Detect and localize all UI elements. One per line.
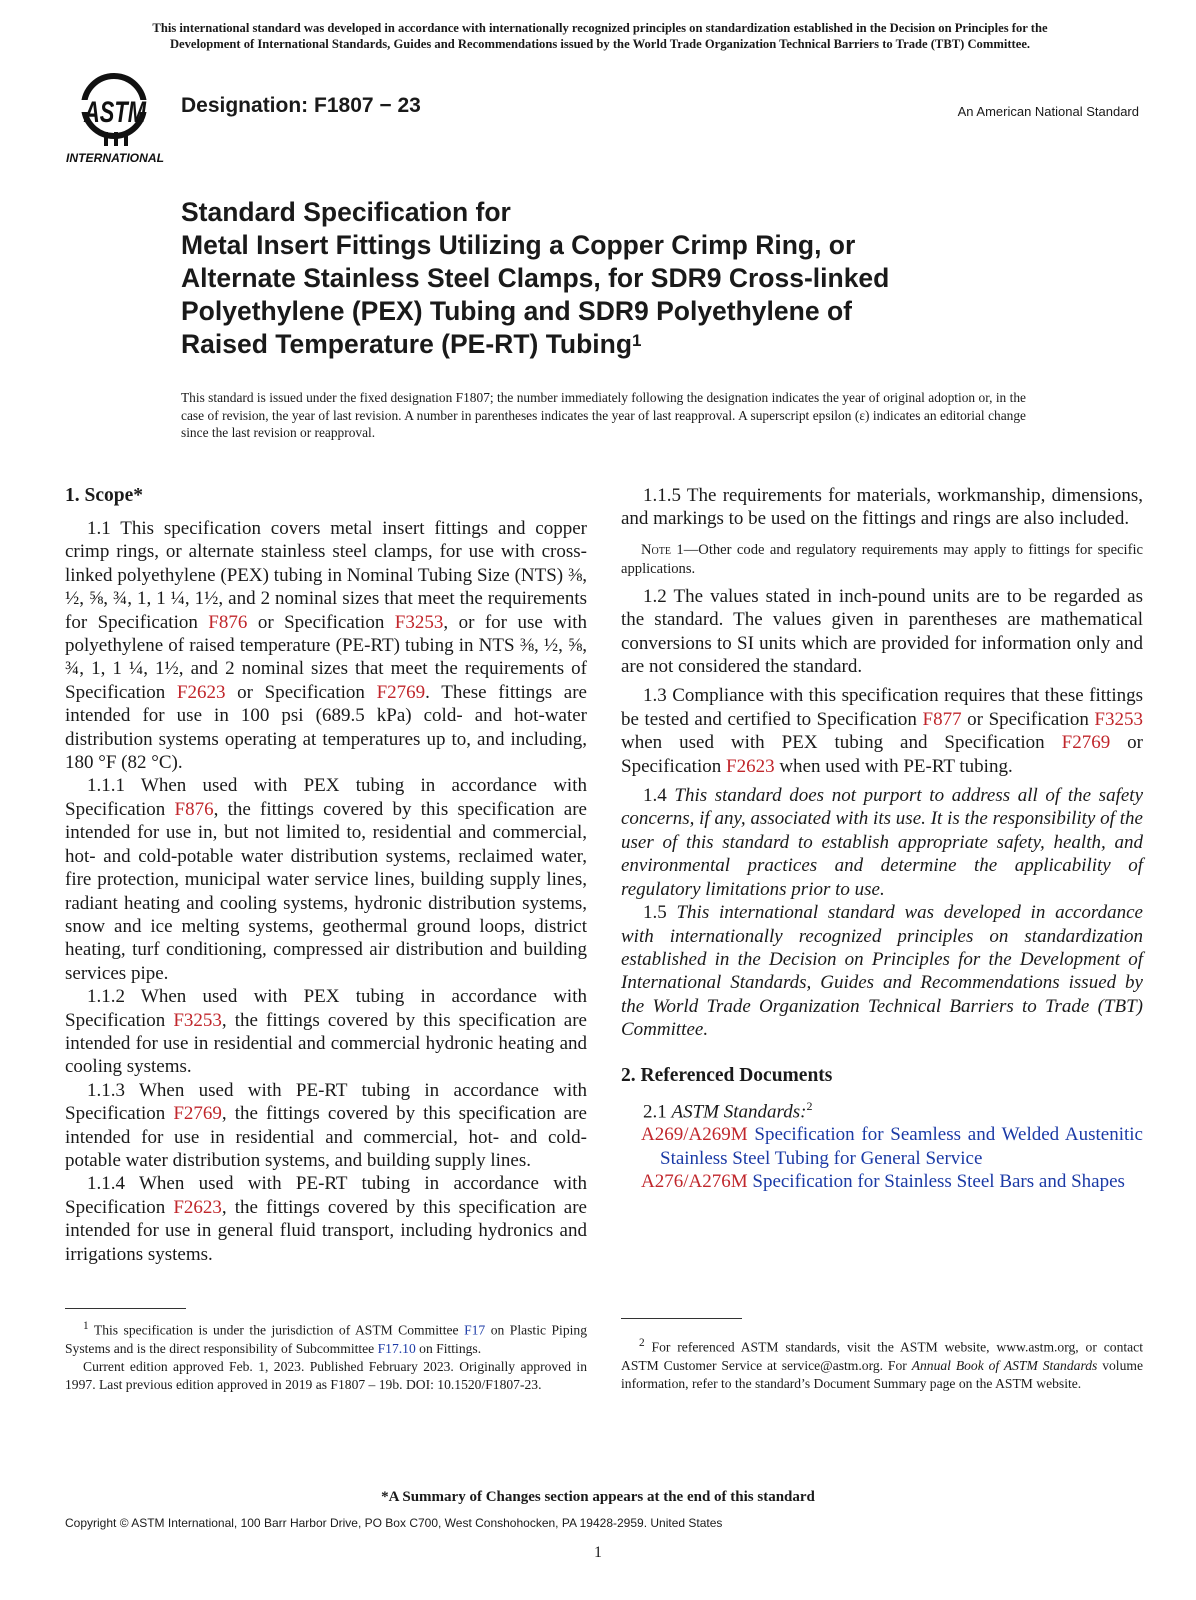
paragraph-1-4 (621, 784, 1143, 901)
text: . These fittings are intended for use in 100 psi (689.5 kPa) cold- and hot-water distribution systems operating at temperatures up to, and including, 180 °F (82 °C). (65, 681, 587, 774)
text: , the fittings covered by this specification are intended for use in residential and commercial, hot- and cold-potable water distribution systems, and building supply lines. (65, 1103, 587, 1171)
paragraph-1-1-1 (65, 774, 587, 985)
reference-code[interactable]: A269/A269M (641, 1124, 748, 1146)
astm-logo (66, 70, 166, 166)
paragraph-1-1-3 (65, 1079, 587, 1173)
text: 2.1 (643, 1100, 672, 1122)
footnote-mark: 2 (806, 1098, 813, 1113)
header-notice-line2: Development of International Standards, Guides and Recommendations issued by the World Trade Organization Technical Barriers to Trade (TBT) Committee. (169, 37, 1031, 51)
reference-a269[interactable] (621, 1123, 1143, 1170)
paragraph-1-1 (65, 517, 587, 774)
text: ASTM Standards: (671, 1100, 807, 1122)
title-line5: Raised Temperature (PE-RT) Tubing (181, 329, 633, 359)
link-f2769[interactable]: F2769 (173, 1103, 222, 1125)
text: volume information, refer to the standard’s Document Summary page on the ASTM website. (621, 1357, 1143, 1391)
text: on Fittings. (415, 1340, 482, 1356)
link-f3253[interactable]: F3253 (394, 611, 444, 633)
paragraph-1-5 (621, 901, 1143, 1041)
link-f17-10[interactable]: F17.10 (377, 1340, 416, 1356)
link-f2769[interactable]: F2769 (1061, 732, 1111, 754)
paragraph-1-1-5: 1.1.5 The requirements for materials, workmanship, dimensions, and markings to be used on the fittings and rings are also included. (621, 485, 1143, 530)
text: or Specification (225, 681, 377, 703)
link-f2769[interactable]: F2769 (376, 681, 426, 703)
text: 1.5 (643, 902, 677, 924)
text: This international standard was developed in accordance with internationally recognized principles on standardization established in the Decision on Principles for the Development of International Standards, Guides and Recommendations issued by the World Trade Organization Technical Barriers to Trade (TBT) Committee. (621, 902, 1143, 1041)
title-line2: Metal Insert Fittings Utilizing a Copper Crimp Ring, or (181, 230, 856, 260)
footnote-rule-left (65, 1308, 186, 1309)
text: This specification is under the jurisdiction of ASTM Committee (88, 1322, 465, 1338)
reference-code[interactable]: A276/A276M (641, 1171, 748, 1193)
astm-standards-subheading (621, 1095, 1143, 1124)
text: 1.4 (643, 785, 675, 807)
footnote-mark: 2 (639, 1337, 645, 1349)
link-f2623[interactable]: F2623 (726, 755, 775, 777)
note-text: —Other code and regulatory requirements may apply to fittings for specific applications. (621, 541, 1143, 577)
text: on Plastic Piping Systems and is the direct responsibility of Subcommittee (65, 1322, 587, 1356)
link-f17[interactable]: F17 (464, 1322, 486, 1338)
paragraph-1-1-4 (65, 1172, 587, 1266)
left-column (65, 484, 587, 1266)
link-f2623[interactable]: F2623 (176, 681, 226, 703)
paragraph-1-1-2 (65, 985, 587, 1079)
american-national-standard: An American National Standard (957, 104, 1139, 119)
right-column (621, 484, 1143, 1193)
reference-a276[interactable] (621, 1170, 1143, 1193)
link-f877[interactable]: F877 (922, 708, 962, 730)
logo-text: INTERNATIONAL (66, 153, 164, 165)
paragraph-1-2: 1.2 The values stated in inch-pound units are to be regarded as the standard. The values given in parentheses are mathematical conversions to SI units which are provided for information only and are not considered the standard. (621, 585, 1143, 678)
link-f3253[interactable]: F3253 (1094, 708, 1143, 730)
title-footnote-mark: 1 (632, 331, 642, 350)
text: , the fittings covered by this specification are intended for use in residential and commercial hydronic heating and cooling systems. (65, 1009, 587, 1078)
footnote-1 (65, 1317, 587, 1394)
footnote-2 (621, 1334, 1143, 1393)
text: , the fittings covered by this specification are intended for use in general fluid transport, including hydronics and irrigations systems. (65, 1196, 587, 1265)
note-1 (621, 541, 1143, 579)
issued-under-statement: This standard is issued under the fixed designation F1807; the number immediately following the designation indicates the year of original adoption or, in the case of revision, the year of last revision. A number in parentheses indicates the year of last reapproval. A superscript epsilon (ε) indicates an editorial change since the last revision or reapproval. (181, 390, 1026, 440)
copyright-line: Copyright © ASTM International, 100 Barr Harbor Drive, PO Box C700, West Conshohocken, PA 19428-2959. United States (65, 1516, 723, 1530)
text: 1.1.3 When used with PE-RT tubing in accordance with Specification (65, 1079, 587, 1125)
text: This standard does not purport to address all of the safety concerns, if any, associated with its use. It is the responsibility of the user of this standard to establish appropriate safety, health, and environmental practices and determine the applicability of regulatory limitations prior to use. (621, 785, 1143, 900)
header-notice-line1: This international standard was developed in accordance with internationally recognized principles on standardization established in the Decision on Principles for the (152, 21, 1048, 35)
title-line3: Alternate Stainless Steel Clamps, for SDR9 Cross-linked (181, 263, 890, 293)
text: or Specification (247, 611, 395, 633)
text: , or for use with polyethylene of raised temperature (PE-RT) tubing in NTS ⅜, ½, ⅝, ¾, 1, 1 ¼, 1½, and 2 nominal sizes that meet the requirements of Specification (65, 611, 587, 703)
text: 1.3 Compliance with this specification requires that these fittings be tested and certified to Specification (621, 685, 1143, 730)
text: or Specification (621, 732, 1144, 777)
link-f3253[interactable]: F3253 (173, 1009, 222, 1031)
astm-logo-mark (66, 70, 166, 166)
text: 1.1.1 When used with PEX tubing in accordance with Specification (65, 775, 587, 820)
footnote-rule-right (621, 1318, 742, 1319)
note-label: Note 1 (641, 541, 684, 558)
reference-title[interactable]: Specification for Stainless Steel Bars and Shapes (747, 1171, 1125, 1193)
link-f2623[interactable]: F2623 (173, 1196, 222, 1218)
text: , the fittings covered by this specification are intended for use in, but not limited to, residential and commercial, hot- and cold-potable water distribution systems, reclaimed water, fire protection, municipal water service lines, building supply lines, radiant heating and cooling systems, hydronic distribution systems, snow and ice melting systems, geothermal ground loops, district heating, turf conditioning, compressed air distribution and building services pipe. (65, 798, 587, 984)
paragraph-1-3 (621, 684, 1143, 778)
text: or Specification (961, 708, 1095, 730)
svg-text:ASTM: ASTM (83, 96, 147, 129)
text: For referenced ASTM standards, visit the ASTM website, www.astm.org, or contact ASTM Customer Service at service@astm.org. For (621, 1339, 1143, 1373)
title-line4: Polyethylene (PEX) Tubing and SDR9 Polyethylene of (181, 296, 852, 326)
link-f876[interactable]: F876 (208, 611, 248, 633)
text: when used with PE-RT tubing. (774, 755, 1013, 777)
footnote-1-approval: Current edition approved Feb. 1, 2023. Published February 2023. Originally approved in 1997. Last previous edition approved in 2019 as F1807 – 19b. DOI: 10.1520/F1807-23. (65, 1358, 587, 1392)
footnote-mark: 1 (83, 1320, 89, 1332)
text: when used with PEX tubing and Specification (621, 732, 1062, 754)
scope-heading: 1. Scope* (65, 485, 143, 506)
text: 1.1.2 When used with PEX tubing in accordance with Specification (65, 986, 587, 1031)
summary-of-changes-note: *A Summary of Changes section appears at the end of this standard (381, 1489, 815, 1505)
text: 1.1.4 When used with PE-RT tubing in accordance with Specification (65, 1173, 587, 1218)
link-f876[interactable]: F876 (174, 798, 214, 820)
designation: Designation: F1807 − 23 (181, 94, 421, 117)
title-line1: Standard Specification for (181, 197, 511, 227)
text: Annual Book of ASTM Standards (911, 1357, 1098, 1373)
page-number: 1 (594, 1544, 602, 1561)
document-title (181, 196, 1041, 361)
referenced-documents-heading: 2. Referenced Documents (621, 1064, 833, 1086)
reference-title[interactable]: Specification for Seamless and Welded Austenitic Stainless Steel Tubing for General Service (660, 1124, 1143, 1169)
header-notice (60, 20, 1140, 52)
text: 1.1 This specification covers metal insert fittings and copper crimp rings, or alternate stainless steel clamps, for use with cross-linked polyethylene (PEX) tubing in Nominal Tubing Size (NTS) ⅜, ½, ⅝, ¾, 1, 1 ¼, 1½, and 2 nominal sizes that meet the requirements for Specification (65, 518, 587, 633)
